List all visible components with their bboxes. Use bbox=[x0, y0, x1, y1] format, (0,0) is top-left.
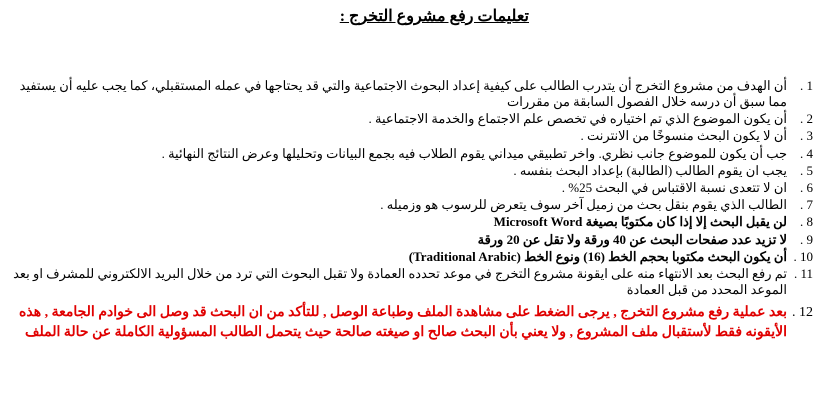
item-number: 9 . bbox=[800, 231, 813, 247]
item-text: أن لا يكون البحث منسوخًا من الانترنت . bbox=[580, 128, 787, 144]
item-number: 6 . bbox=[800, 179, 813, 195]
item-text: الطالب الذي يقوم بنقل بحث من زميل آخر سوف يتعرض للرسوب هو وزميله . bbox=[380, 197, 787, 213]
item-number: 11 . bbox=[793, 265, 813, 281]
item-text: أن الهدف من مشروع التخرج أن يتدرب الطالب على كيفية إعداد البحوث الاجتماعية والتي قد يحتاجها في عمله المستقبلي، كما يجب عليه أن يستفيد مما سبق أن درسه خلال الفصول السابقة من مقررات bbox=[19, 78, 787, 109]
instruction-item-9 bbox=[4, 232, 813, 248]
item-text: يجب ان يقوم الطالب (الطالبة) بإعداد البحث بنفسه . bbox=[513, 162, 787, 178]
instruction-item-7 bbox=[4, 197, 813, 213]
item-number: 3 . bbox=[800, 128, 813, 144]
item-text: لا تزيد عدد صفحات البحث عن 40 ورقة ولا تقل عن 20 ورقة bbox=[477, 231, 787, 247]
item-text: لن يقبل البحث إلا إذا كان مكتوبًا بصيغة Microsoft Word bbox=[493, 214, 787, 230]
item-number: 1 . bbox=[800, 78, 813, 93]
item-number: 10 . bbox=[793, 248, 813, 264]
instruction-item-12-warning bbox=[4, 303, 813, 343]
item-number: 2 . bbox=[800, 111, 813, 127]
item-text: تم رفع البحث بعد الانتهاء منه على ايقونة مشروع التخرج في موعد تحدده العمادة ولا تقبل البحوث التي ترد من خلال البريد الالكتروني للمشرف او بعد الموعد المحدد من قبل العمادة bbox=[13, 265, 787, 297]
instruction-item-3 bbox=[4, 128, 813, 144]
instruction-item-8 bbox=[4, 214, 813, 230]
warning-text: بعد عملية رفع مشروع التخرج , يرجى الضغط على مشاهدة الملف وطباعة الوصل , للتأكد من ان البحث قد وصل الى خوادم الجامعة , هذه الأيقونه فقط لأستقبال ملف المشروع , ولا يعني بأن البحث صالح او صيغته صالحة حيث يتحمل الطالب المسؤولية الكاملة عن حالة الملف bbox=[19, 304, 787, 340]
item-text: جب أن يكون للموضوع جانب نظري. واخر تطبيقي ميداني يقوم الطلاب فيه بجمع البيانات وتحليلها وعرض النتائج النهائية . bbox=[161, 145, 787, 161]
page-title: تعليمات رفع مشروع التخرج : bbox=[339, 8, 529, 25]
item-number: 4 . bbox=[800, 145, 813, 161]
instruction-item-11 bbox=[4, 266, 813, 298]
instructions-list bbox=[4, 78, 813, 344]
item-number: 5 . bbox=[800, 162, 813, 178]
item-text: أن يكون البحث مكتوبا بحجم الخط (16) ونوع الخط (Traditional Arabic) bbox=[408, 248, 787, 264]
instruction-item-4 bbox=[4, 146, 813, 162]
item-text: أن يكون الموضوع الذي تم اختياره في تخصص علم الاجتماع والخدمة الاجتماعية . bbox=[368, 111, 787, 127]
instruction-item-2 bbox=[4, 111, 813, 127]
item-text: ان لا تتعدى نسبة الاقتباس في البحث 25% . bbox=[561, 179, 787, 195]
instruction-item-6 bbox=[4, 180, 813, 196]
item-number: 12 . bbox=[792, 304, 813, 320]
item-number: 8 . bbox=[800, 214, 813, 230]
instruction-item-5 bbox=[4, 163, 813, 179]
instruction-item-10 bbox=[4, 249, 813, 265]
item-number: 7 . bbox=[800, 197, 813, 213]
instruction-item-1 bbox=[4, 78, 813, 110]
